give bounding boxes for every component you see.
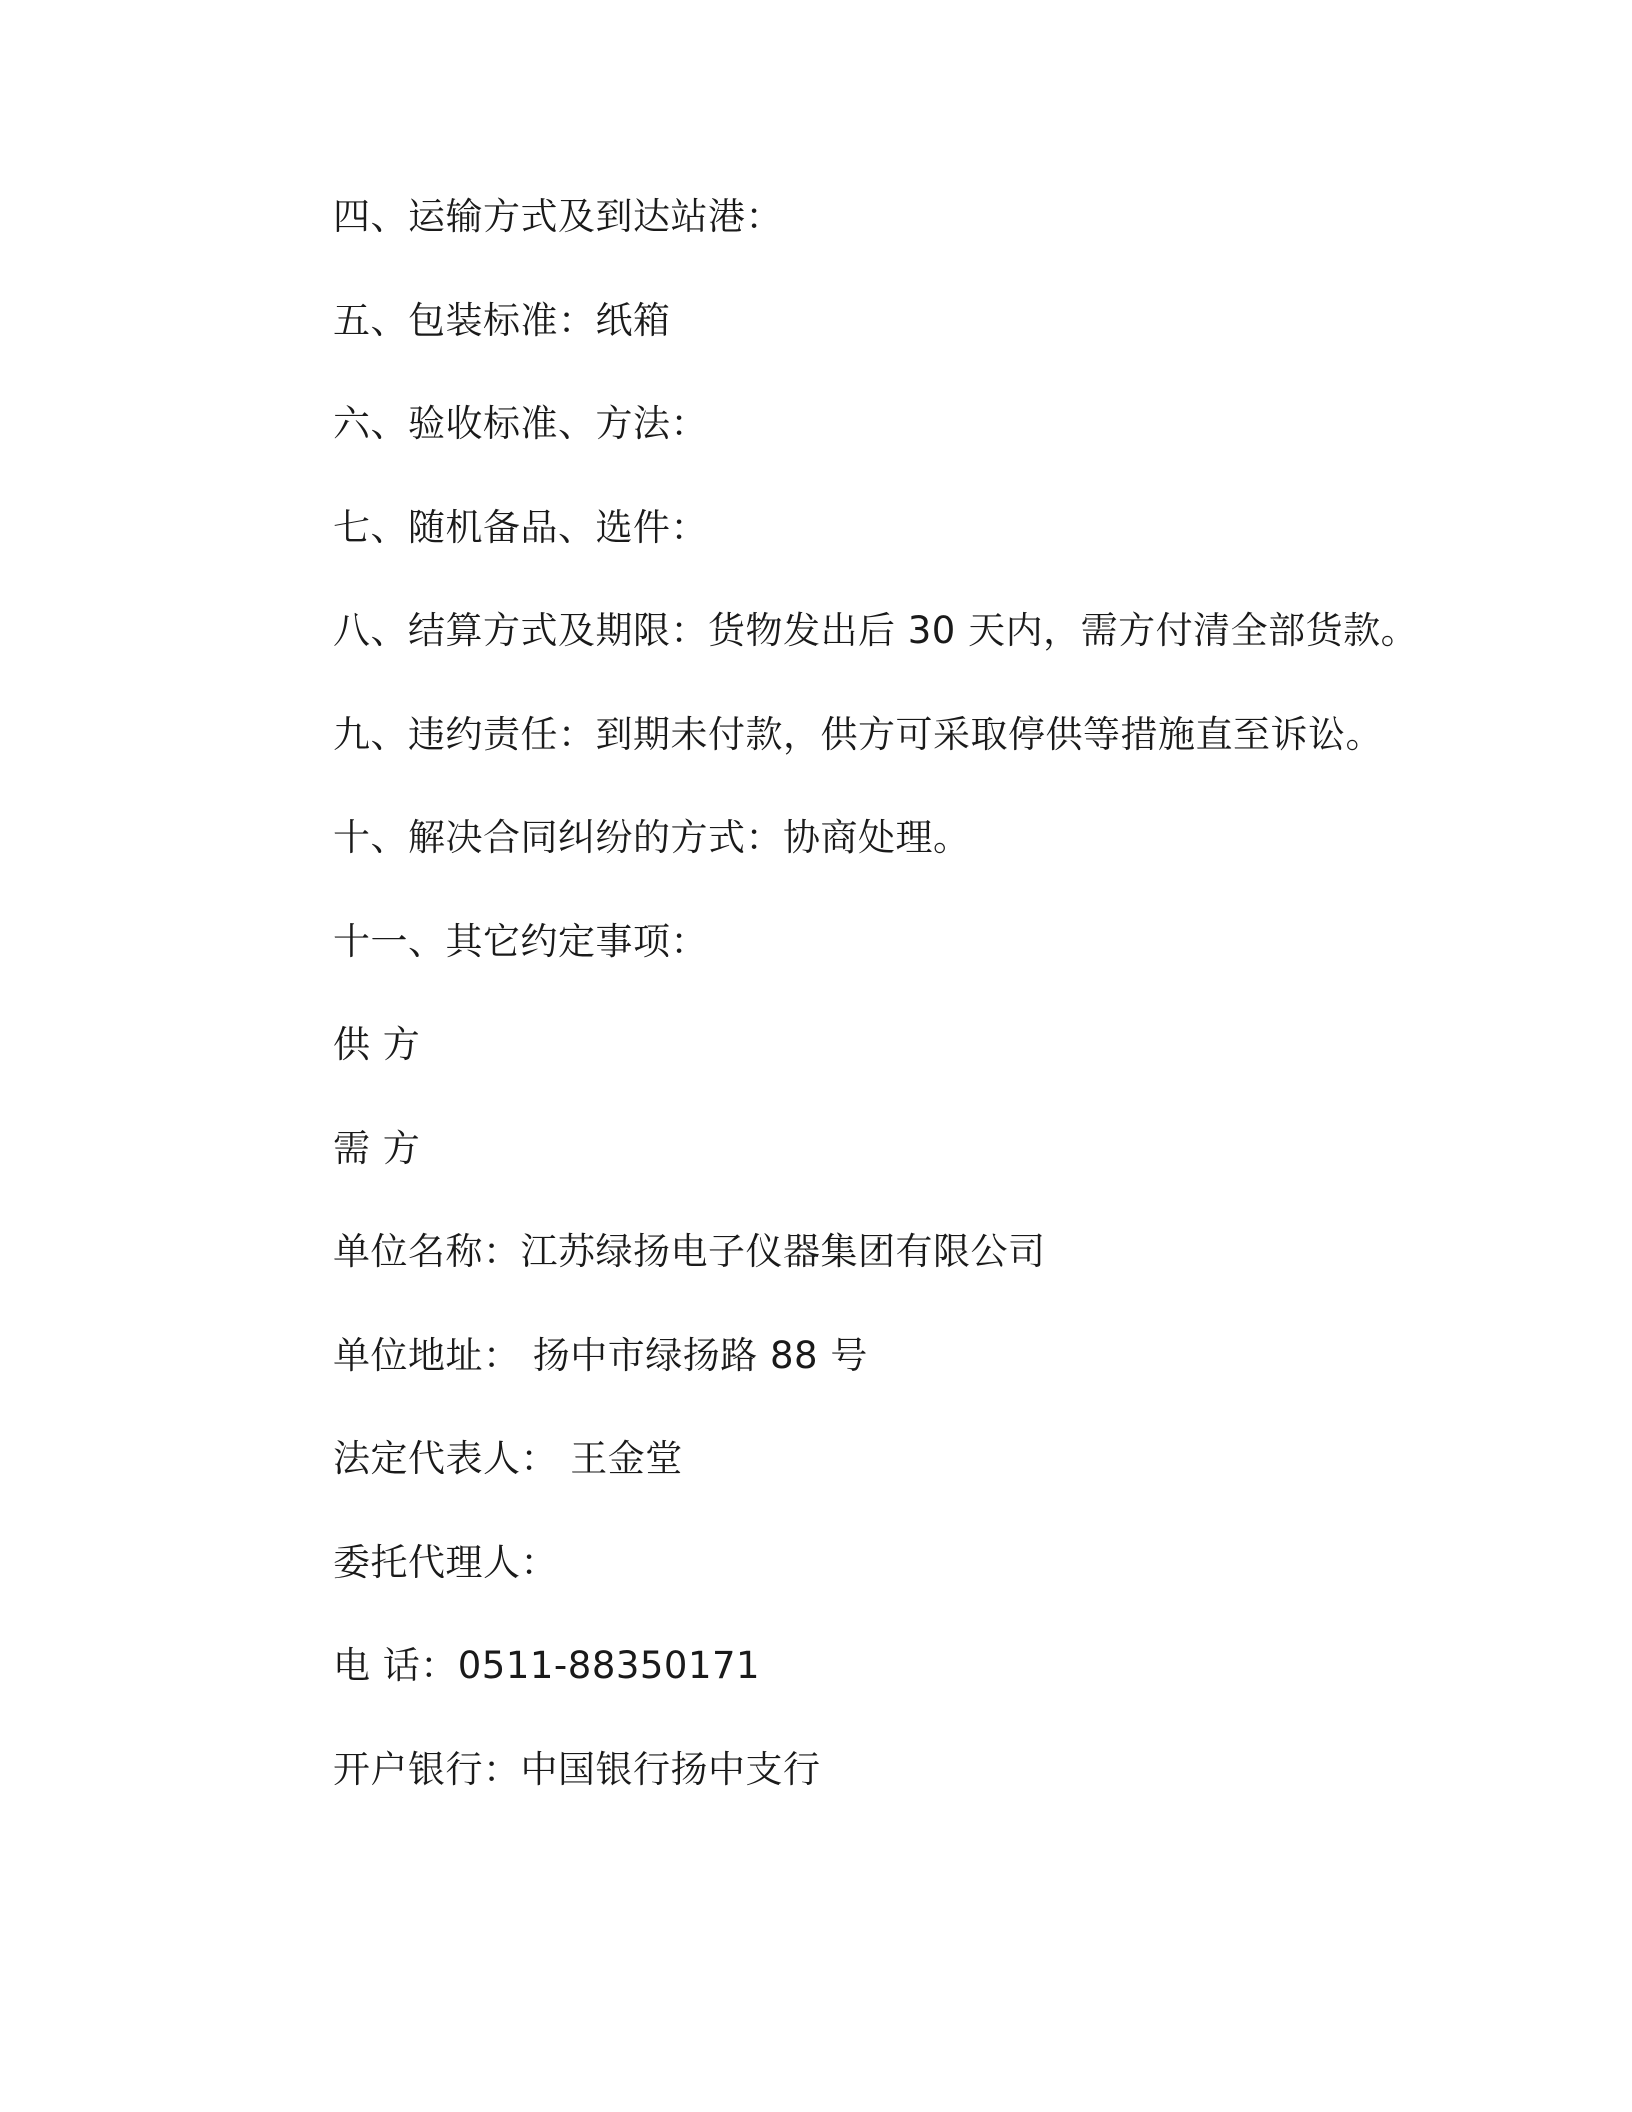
clause-liability: 九、违约责任：到期未付款，供方可采取停供等措施直至诉讼。: [333, 712, 1383, 756]
contract-text: [333, 190, 1533, 1846]
clause-dispute: 十、解决合同纠纷的方式：协商处理。: [333, 816, 971, 859]
company-address: 单位地址： 扬中市绿扬路 88 号: [333, 1333, 868, 1377]
buyer-label: 需 方: [333, 1126, 421, 1170]
clause-acceptance: 六、验收标准、方法：: [333, 402, 708, 445]
company-name: 单位名称：江苏绿扬电子仪器集团有限公司: [333, 1230, 1046, 1273]
clause-other: 十一、其它约定事项：: [333, 919, 708, 963]
clause-packaging: 五、包装标准：纸箱: [333, 298, 671, 342]
clause-spare-parts: 七、随机备品、选件：: [333, 505, 708, 549]
phone: 电 话：0511-88350171: [333, 1644, 761, 1687]
legal-representative: 法定代表人： 王金堂: [333, 1437, 683, 1480]
authorized-agent: 委托代理人：: [333, 1540, 558, 1584]
clause-transport: 四、运输方式及到达站港：: [333, 195, 783, 238]
bank: 开户银行：中国银行扬中支行: [333, 1747, 821, 1791]
clause-settlement: 八、结算方式及期限：货物发出后 30 天内，需方付清全部货款。: [333, 609, 1419, 652]
supplier-label: 供 方: [333, 1023, 421, 1066]
